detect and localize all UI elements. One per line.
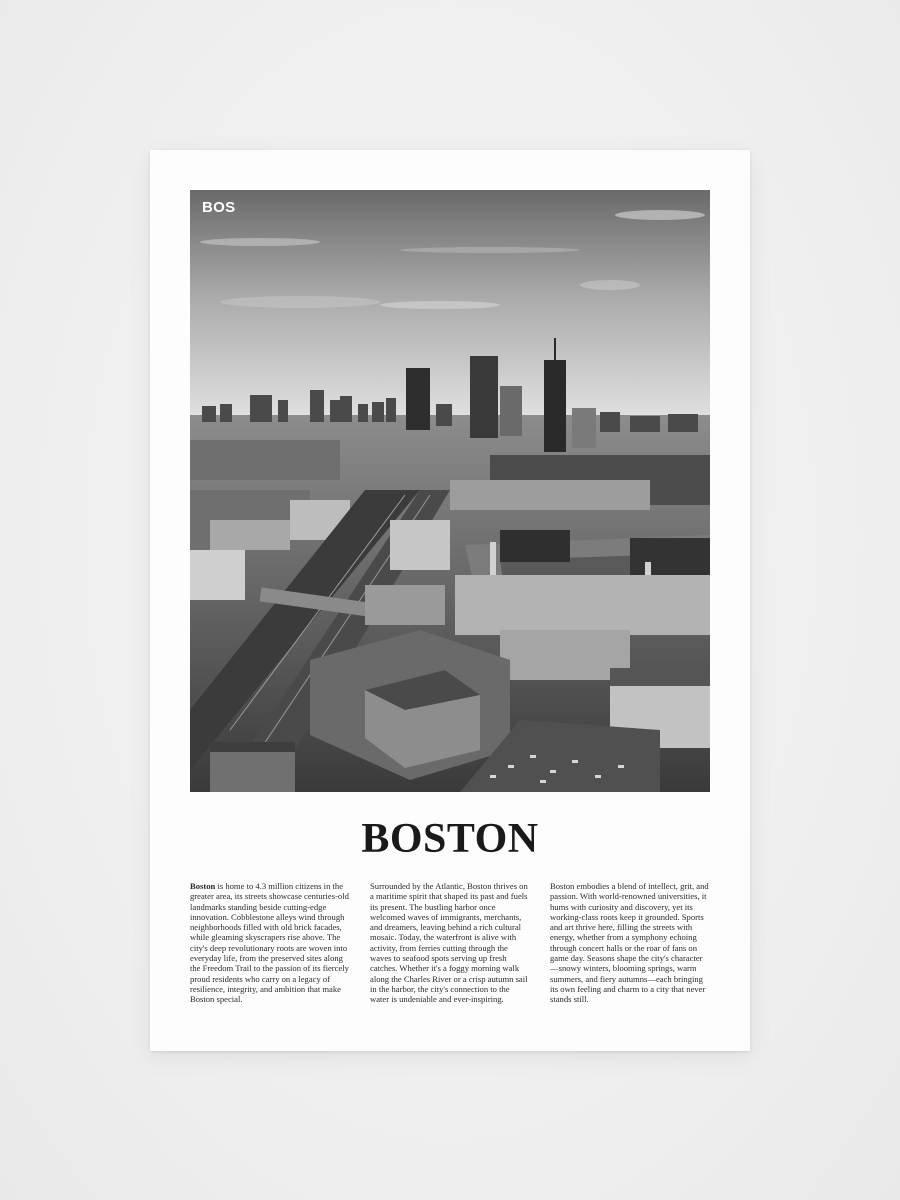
poster <box>150 150 750 1051</box>
paragraph-3: Boston embodies a blend of intellect, grit, and passion. With world-renowned universities, it hums with curiosity and discovery, yet its working-class roots keep it grounded. Sports and art thrive here, filling the streets with energy, whether from a symphony echoing through concert halls or the roar of fans on game day. Seasons shape the city's character—snowy winters, blooming springs, warm summers, and fiery autumns—each bringing its own feeling and charm to a city that never stands still. <box>550 881 709 1005</box>
text-columns <box>190 881 710 1005</box>
city-code-label: BOS <box>202 199 236 216</box>
city-photo <box>190 190 710 792</box>
paragraph-1: is home to 4.3 million citizens in the greater area, its streets showcase centuries-old landmarks standing beside cutting-edge innovation. Cobblestone alleys wind through neighborhoods filled with old brick facades, while gleaming skyscrapers rise above. The city's deep revolutionary roots are woven into everyday life, from the preserved sites along the Freedom Trail to the passion of its fiercely proud residents who carry on a legacy of resilience, integrity, and ambition that make Boston special. <box>190 881 349 1005</box>
paragraph-2: Surrounded by the Atlantic, Boston thrives on a maritime spirit that shaped its past and fuels its present. The bustling harbor once welcomed waves of immigrants, merchants, and dreamers, leaving behind a rich cultural mosaic. Today, the waterfront is alive with activity, from ferries cutting through the waves to seafood spots serving up fresh catches. Whether it's a foggy morning walk along the Charles River or a crisp autumn sail in the harbor, the city's connection to the water is undeniable and ever-inspiring. <box>370 881 528 1005</box>
poster-title: BOSTON <box>361 816 539 862</box>
text-column-3 <box>550 881 710 1005</box>
text-column-2 <box>370 881 530 1005</box>
aerial-skyline-image <box>190 190 710 792</box>
lead-word: Boston <box>190 881 216 891</box>
text-column-1 <box>190 881 350 1005</box>
